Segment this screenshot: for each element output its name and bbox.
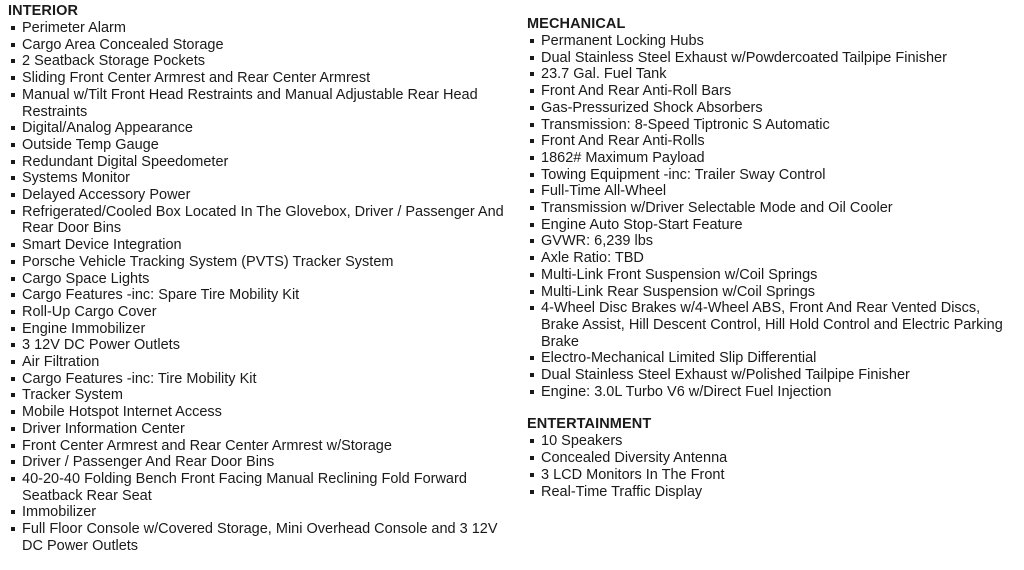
- list-item: [527, 50, 1022, 67]
- bullet-icon: [530, 106, 534, 110]
- bullet-icon: [11, 93, 15, 97]
- bullet-icon: [530, 290, 534, 294]
- bullet-icon: [530, 123, 534, 127]
- list-item: [8, 287, 513, 304]
- list-item-text: Smart Device Integration: [22, 237, 182, 254]
- list-item-text: Sliding Front Center Armrest and Rear Center Armrest: [22, 70, 371, 87]
- list-item: [527, 433, 1022, 450]
- list-item: [8, 471, 513, 504]
- list-item-text: Front Center Armrest and Rear Center Armrest w/Storage: [22, 437, 392, 454]
- entertainment-list: [527, 433, 1022, 500]
- bullet-icon: [11, 327, 15, 331]
- list-item: [527, 133, 1022, 150]
- list-item-text: 1862# Maximum Payload: [541, 149, 705, 166]
- list-item: [8, 187, 513, 204]
- list-item: [527, 150, 1022, 167]
- list-item: [8, 521, 513, 554]
- bullet-icon: [11, 343, 15, 347]
- list-item-text: Front And Rear Anti-Rolls: [541, 133, 705, 150]
- list-item-text: Porsche Vehicle Tracking System (PVTS) Tracker System: [22, 253, 394, 270]
- list-item: [8, 170, 513, 187]
- bullet-icon: [11, 126, 15, 130]
- interior-list: [8, 20, 513, 555]
- list-item-text: 10 Speakers: [541, 433, 623, 450]
- list-item: [527, 200, 1022, 217]
- list-item-text: Multi-Link Front Suspension w/Coil Springs: [541, 266, 818, 283]
- list-item-text: Outside Temp Gauge: [22, 136, 159, 153]
- list-item: [527, 384, 1022, 401]
- list-item: [527, 217, 1022, 234]
- bullet-icon: [11, 143, 15, 147]
- list-item-text: Delayed Accessory Power: [22, 187, 191, 204]
- list-item-text: Front And Rear Anti-Roll Bars: [541, 83, 732, 100]
- list-item-text: Systems Monitor: [22, 170, 130, 187]
- bullet-icon: [530, 56, 534, 60]
- list-item: [8, 454, 513, 471]
- bullet-icon: [11, 527, 15, 531]
- list-item: [8, 237, 513, 254]
- bullet-icon: [530, 156, 534, 160]
- list-item: [8, 271, 513, 288]
- list-item-text: Air Filtration: [22, 354, 100, 371]
- bullet-icon: [530, 390, 534, 394]
- list-item-text: Gas-Pressurized Shock Absorbers: [541, 99, 763, 116]
- list-item-text: 3 12V DC Power Outlets: [22, 337, 180, 354]
- list-item-text: Towing Equipment -inc: Trailer Sway Control: [541, 166, 826, 183]
- bullet-icon: [530, 306, 534, 310]
- list-item: [8, 53, 513, 70]
- bullet-icon: [530, 473, 534, 477]
- bullet-icon: [11, 393, 15, 397]
- list-item: [8, 120, 513, 137]
- bullet-icon: [11, 410, 15, 414]
- list-item: [527, 66, 1022, 83]
- mechanical-list: [527, 33, 1022, 400]
- bullet-icon: [11, 243, 15, 247]
- list-item: [8, 421, 513, 438]
- bullet-icon: [530, 72, 534, 76]
- list-item: [8, 20, 513, 37]
- list-item-text: Multi-Link Rear Suspension w/Coil Springs: [541, 283, 816, 300]
- list-item-text: 2 Seatback Storage Pockets: [22, 53, 205, 70]
- list-item-text: Full Floor Console w/Covered Storage, Mini Overhead Console and 3 12V DC Power Outlets: [22, 521, 498, 554]
- section-title-entertainment: ENTERTAINMENT: [527, 416, 652, 433]
- list-item-text: 4-Wheel Disc Brakes w/4-Wheel ABS, Front And Rear Vented Discs, Brake Assist, Hill Descent Control, Hill Hold Control and Electric Parking Brake: [541, 300, 1003, 350]
- bullet-icon: [11, 76, 15, 80]
- list-item: [527, 484, 1022, 501]
- list-item-text: Cargo Area Concealed Storage: [22, 36, 224, 53]
- list-item-text: 3 LCD Monitors In The Front: [541, 466, 725, 483]
- list-item: [527, 284, 1022, 301]
- list-item-text: Concealed Diversity Antenna: [541, 450, 728, 467]
- list-item: [527, 367, 1022, 384]
- list-item: [8, 37, 513, 54]
- bullet-icon: [11, 160, 15, 164]
- bullet-icon: [11, 310, 15, 314]
- list-item: [8, 404, 513, 421]
- list-item: [527, 267, 1022, 284]
- bullet-icon: [530, 456, 534, 460]
- list-item-text: Engine: 3.0L Turbo V6 w/Direct Fuel Injection: [541, 383, 832, 400]
- list-item: [527, 250, 1022, 267]
- list-item-text: Real-Time Traffic Display: [541, 483, 703, 500]
- list-item-text: Digital/Analog Appearance: [22, 120, 193, 137]
- list-item-text: Dual Stainless Steel Exhaust w/Polished Tailpipe Finisher: [541, 367, 910, 384]
- list-item-text: GVWR: 6,239 lbs: [541, 233, 654, 250]
- bullet-icon: [11, 477, 15, 481]
- list-item: [527, 183, 1022, 200]
- list-item-text: Engine Auto Stop-Start Feature: [541, 216, 743, 233]
- bullet-icon: [530, 373, 534, 377]
- section-title-interior: INTERIOR: [8, 3, 79, 19]
- list-item: [8, 354, 513, 371]
- list-item-text: Mobile Hotspot Internet Access: [22, 404, 222, 421]
- section-interior: [8, 3, 513, 555]
- bullet-icon: [530, 89, 534, 93]
- list-item: [8, 70, 513, 87]
- bullet-icon: [11, 193, 15, 197]
- bullet-icon: [530, 139, 534, 143]
- list-item-text: Full-Time All-Wheel: [541, 183, 667, 200]
- bullet-icon: [530, 490, 534, 494]
- list-item-text: Cargo Features -inc: Tire Mobility Kit: [22, 370, 257, 387]
- list-item-text: Immobilizer: [22, 504, 97, 521]
- list-item: [527, 167, 1022, 184]
- list-item: [527, 467, 1022, 484]
- list-item: [8, 304, 513, 321]
- bullet-icon: [530, 223, 534, 227]
- list-item-text: Manual w/Tilt Front Head Restraints and Manual Adjustable Rear Head Restraints: [22, 86, 478, 120]
- list-item: [527, 350, 1022, 367]
- list-item-text: Driver Information Center: [22, 420, 185, 437]
- bullet-icon: [530, 239, 534, 243]
- bullet-icon: [11, 210, 15, 214]
- list-item-text: Axle Ratio: TBD: [541, 250, 644, 267]
- bullet-icon: [11, 176, 15, 180]
- bullet-icon: [11, 444, 15, 448]
- list-item-text: Perimeter Alarm: [22, 20, 126, 36]
- bullet-icon: [11, 427, 15, 431]
- bullet-icon: [530, 173, 534, 177]
- list-item: [527, 33, 1022, 50]
- list-item: [527, 233, 1022, 250]
- list-item-text: Cargo Space Lights: [22, 270, 150, 287]
- section-entertainment: [527, 416, 1022, 500]
- bullet-icon: [11, 377, 15, 381]
- list-item: [8, 154, 513, 171]
- list-item: [527, 300, 1022, 350]
- bullet-icon: [530, 189, 534, 193]
- list-item: [527, 83, 1022, 100]
- list-item: [8, 137, 513, 154]
- list-item: [8, 204, 513, 237]
- list-item: [527, 100, 1022, 117]
- list-item-text: Refrigerated/Cooled Box Located In The Glovebox, Driver / Passenger And Rear Door Bins: [22, 203, 504, 237]
- list-item: [527, 450, 1022, 467]
- bullet-icon: [530, 356, 534, 360]
- list-item-text: Redundant Digital Speedometer: [22, 153, 229, 170]
- list-item: [8, 504, 513, 521]
- bullet-icon: [530, 256, 534, 260]
- bullet-icon: [11, 43, 15, 47]
- list-item-text: Dual Stainless Steel Exhaust w/Powdercoated Tailpipe Finisher: [541, 49, 947, 66]
- list-item-text: Transmission w/Driver Selectable Mode and Oil Cooler: [541, 200, 893, 217]
- list-item-text: Driver / Passenger And Rear Door Bins: [22, 454, 275, 471]
- bullet-icon: [11, 360, 15, 364]
- list-item: [8, 337, 513, 354]
- list-item: [8, 438, 513, 455]
- list-item-text: Tracker System: [22, 387, 123, 404]
- list-item-text: Electro-Mechanical Limited Slip Differential: [541, 350, 817, 367]
- bullet-icon: [11, 293, 15, 297]
- list-item-text: Cargo Features -inc: Spare Tire Mobility Kit: [22, 287, 300, 304]
- section-title-mechanical: MECHANICAL: [527, 16, 626, 32]
- list-item: [527, 117, 1022, 134]
- right-column: [527, 16, 1022, 500]
- bullet-icon: [530, 39, 534, 43]
- bullet-icon: [11, 59, 15, 63]
- list-item: [8, 371, 513, 388]
- list-item-text: Transmission: 8-Speed Tiptronic S Automatic: [541, 116, 830, 133]
- list-item: [8, 387, 513, 404]
- bullet-icon: [11, 26, 15, 30]
- bullet-icon: [11, 277, 15, 281]
- bullet-icon: [11, 510, 15, 514]
- list-item-text: 40-20-40 Folding Bench Front Facing Manual Reclining Fold Forward Seatback Rear Seat: [22, 470, 467, 504]
- list-item-text: Permanent Locking Hubs: [541, 33, 704, 49]
- bullet-icon: [11, 260, 15, 264]
- list-item: [8, 321, 513, 338]
- list-item: [8, 254, 513, 271]
- section-mechanical: [527, 16, 1022, 400]
- list-item: [8, 87, 513, 120]
- list-item-text: 23.7 Gal. Fuel Tank: [541, 66, 667, 83]
- bullet-icon: [530, 206, 534, 210]
- left-column: [8, 3, 513, 555]
- bullet-icon: [530, 439, 534, 443]
- bullet-icon: [530, 273, 534, 277]
- bullet-icon: [11, 460, 15, 464]
- list-item-text: Roll-Up Cargo Cover: [22, 303, 157, 320]
- list-item-text: Engine Immobilizer: [22, 320, 146, 337]
